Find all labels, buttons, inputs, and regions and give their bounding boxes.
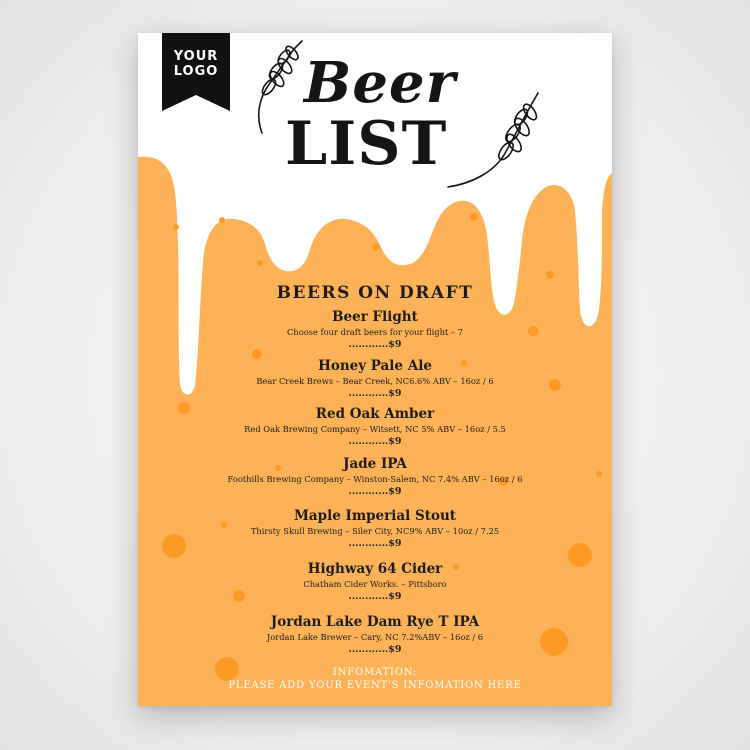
beer-list-poster bbox=[138, 33, 612, 706]
beer-item-jordan-lake-dam-rye-t-ipa bbox=[138, 613, 612, 656]
beer-name: Beer Flight bbox=[332, 309, 418, 325]
beer-name: Jade IPA bbox=[343, 456, 407, 472]
beer-item-maple-imperial-stout bbox=[138, 507, 612, 550]
beer-item-red-oak-amber bbox=[138, 405, 612, 448]
beer-item-honey-pale-ale bbox=[138, 357, 612, 400]
beer-name: Maple Imperial Stout bbox=[293, 508, 457, 524]
title-list: LIST bbox=[285, 109, 448, 179]
beer-description: Bear Creek Brews – Bear Creek, NC6.6% ABV – 16oz / 6 bbox=[256, 376, 494, 386]
beer-price: ............$9 bbox=[348, 388, 402, 399]
wheat-right-icon bbox=[444, 85, 544, 189]
logo-text: YOUR LOGO bbox=[173, 49, 219, 79]
beer-description: Thirsty Skull Brewing – Siler City, NC9% ABV – 10oz / 7.25 bbox=[250, 526, 500, 536]
beer-item-highway-64-cider bbox=[138, 560, 612, 603]
footer-info-label: INFOMATION: bbox=[332, 667, 418, 678]
beer-name: Honey Pale Ale bbox=[318, 358, 432, 374]
beer-description: Red Oak Brewing Company – Witsett, NC 5% ABV – 16oz / 5.5 bbox=[244, 424, 506, 434]
beer-description: Foothills Brewing Company – Winston-Salem, NC 7.4% ABV – 16oz / 6 bbox=[227, 474, 523, 484]
section-heading: BEERS ON DRAFT bbox=[276, 283, 474, 303]
beer-price: ............$9 bbox=[348, 644, 402, 655]
beer-name: Highway 64 Cider bbox=[307, 561, 443, 577]
beer-description: Chatham Cider Works. – Pittsboro bbox=[303, 579, 447, 589]
beer-name: Red Oak Amber bbox=[315, 406, 435, 422]
beer-description: Jordan Lake Brewer – Cary, NC 7.2%ABV – 16oz / 6 bbox=[266, 632, 484, 642]
footer-info-text: PLEASE ADD YOUR EVENT'S INFOMATION HERE bbox=[228, 680, 522, 691]
beer-price: ............$9 bbox=[348, 591, 402, 602]
beer-price: ............$9 bbox=[348, 486, 402, 497]
bubble bbox=[470, 213, 478, 221]
bubble bbox=[373, 244, 380, 251]
beer-item-beer-flight bbox=[138, 308, 612, 351]
beer-item-jade-ipa bbox=[138, 455, 612, 498]
beer-price: ............$9 bbox=[348, 436, 402, 447]
beer-price: ............$9 bbox=[348, 538, 402, 549]
bubble bbox=[219, 217, 225, 223]
beer-description: Choose four draft beers for your flight – 7 bbox=[287, 327, 463, 337]
title-beer: Beer bbox=[304, 50, 457, 116]
bubble bbox=[257, 260, 263, 266]
beer-name: Jordan Lake Dam Rye T IPA bbox=[270, 614, 480, 630]
beer-price: ............$9 bbox=[348, 339, 402, 350]
bubble bbox=[546, 271, 554, 279]
bubble bbox=[173, 224, 179, 230]
